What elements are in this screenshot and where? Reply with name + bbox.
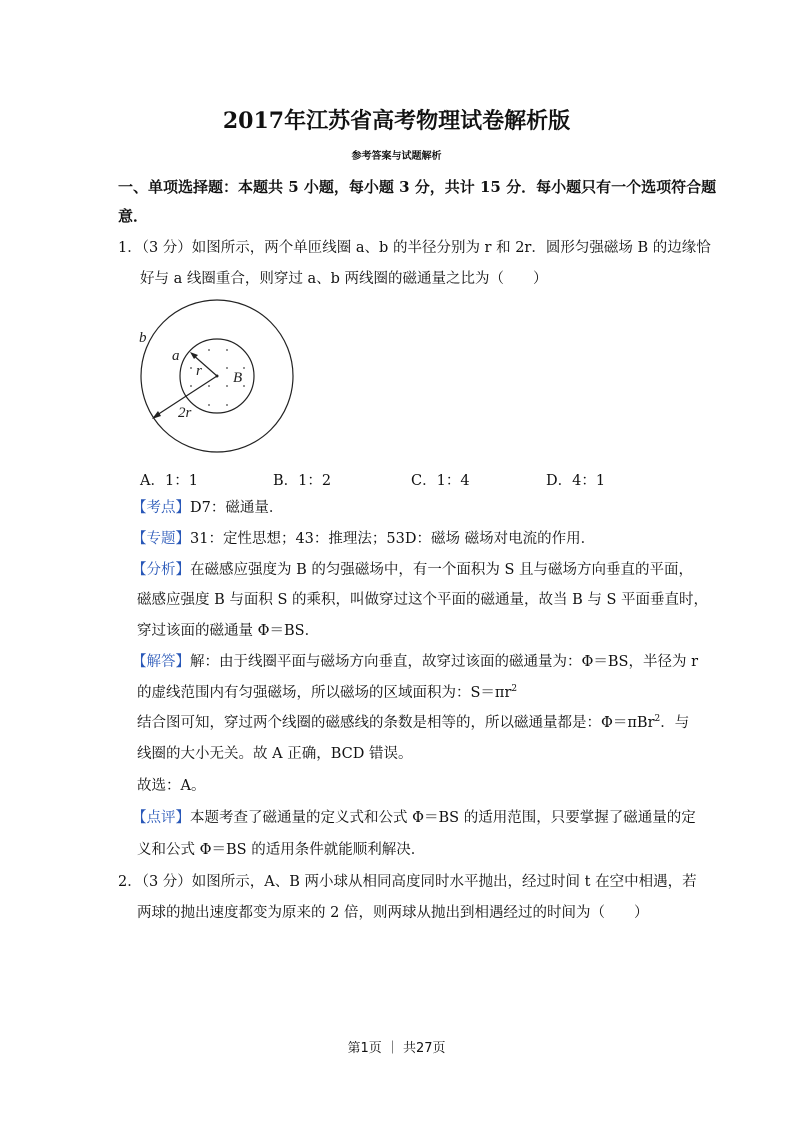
q2-stem: 2．（3 分）如图所示，A、B 两小球从相同高度同时水平抛出，经过时间 t 在空中相遇，若 bbox=[118, 874, 697, 890]
label-2r: 2r bbox=[178, 405, 192, 421]
fenxi-tag: 【分析】 bbox=[132, 562, 190, 578]
kaodian-text: D7：磁通量． bbox=[190, 500, 284, 516]
fenxi-line3: 穿过该面的磁通量 Φ＝BS． bbox=[137, 623, 320, 639]
fenxi-line2: 磁感应强度 B 与面积 S 的乘积，叫做穿过这个平面的磁通量，故当 B 与 S 平面垂直时， bbox=[137, 592, 709, 608]
jieda-text3b: ．与 bbox=[660, 715, 690, 731]
jieda-tag: 【解答】 bbox=[132, 654, 190, 670]
q1-stem-cont: 好与 a 线圈重合，则穿过 a、b 两线圈的磁通量之比为（ ） bbox=[140, 271, 548, 287]
label-b: b bbox=[139, 330, 147, 346]
dianping-tag: 【点评】 bbox=[132, 810, 190, 826]
fenxi-text: 在磁感应强度为 B 的匀强磁场中，有一个面积为 S 且与磁场方向垂直的平面， bbox=[190, 562, 694, 578]
section-heading: 一、单项选择题：本题共 5 小题，每小题 3 分，共计 15 分．每小题只有一个选项符合题 bbox=[118, 178, 717, 196]
dianping-text: 本题考查了磁通量的定义式和公式 Φ＝BS 的适用范围，只要掌握了磁通量的定 bbox=[190, 810, 696, 826]
jieda-text3: 结合图可知，穿过两个线圈的磁感线的条数是相等的，所以磁通量都是：Φ＝πBr bbox=[137, 715, 655, 731]
dianping-line2: 义和公式 Φ＝BS 的适用条件就能顺利解决． bbox=[137, 842, 426, 858]
jieda-text: 解：由于线圈平面与磁场方向垂直，故穿过该面的磁通量为：Φ＝BS，半径为 r bbox=[190, 654, 699, 670]
q1-option-b: B．1：2 bbox=[273, 473, 332, 489]
q2-stem-cont: 两球的抛出速度都变为原来的 2 倍，则两球从抛出到相遇经过的时间为（ ） bbox=[137, 905, 649, 921]
label-r: r bbox=[196, 363, 202, 379]
q1-option-a: A．1：1 bbox=[140, 473, 198, 489]
fenxi-line bbox=[132, 561, 693, 579]
q1-option-c: C．1：4 bbox=[411, 473, 470, 489]
section-heading-cont: 意． bbox=[118, 207, 149, 225]
q1-stem: 1．（3 分）如图所示，两个单匝线圈 a、b 的半径分别为 r 和 2r．圆形匀强磁场 B 的边缘恰 bbox=[118, 240, 711, 256]
jieda-line4: 线圈的大小无关。故 A 正确，BCD 错误。 bbox=[137, 746, 413, 762]
label-B: B bbox=[233, 370, 243, 386]
jieda-line3 bbox=[137, 714, 689, 732]
superscript: 2 bbox=[654, 714, 661, 725]
superscript: 2 bbox=[511, 684, 518, 695]
label-a: a bbox=[172, 348, 180, 364]
page-subtitle: 参考答案与试题解析 bbox=[351, 151, 442, 162]
zhuanti-text: 31：定性思想；43：推理法；53D：磁场 磁场对电流的作用． bbox=[190, 531, 596, 547]
q1-figure bbox=[130, 295, 310, 460]
kaodian-tag: 【考点】 bbox=[132, 500, 190, 516]
zhuanti-tag: 【专题】 bbox=[132, 531, 190, 547]
zhuanti-line bbox=[132, 530, 595, 548]
jieda-answer: 故选：A。 bbox=[137, 778, 206, 794]
dianping-line bbox=[132, 809, 696, 827]
page-title: 2017年江苏省高考物理试卷解析版 bbox=[222, 108, 571, 134]
jieda-text2: 的虚线范围内有匀强磁场，所以磁场的区域面积为：S＝πr bbox=[137, 685, 512, 701]
jieda-line bbox=[132, 653, 698, 671]
jieda-line2 bbox=[137, 684, 517, 702]
q1-option-d: D．4：1 bbox=[546, 473, 606, 489]
kaodian-line bbox=[132, 499, 283, 517]
page-footer: 第1页 ｜ 共27页 bbox=[347, 1041, 446, 1056]
